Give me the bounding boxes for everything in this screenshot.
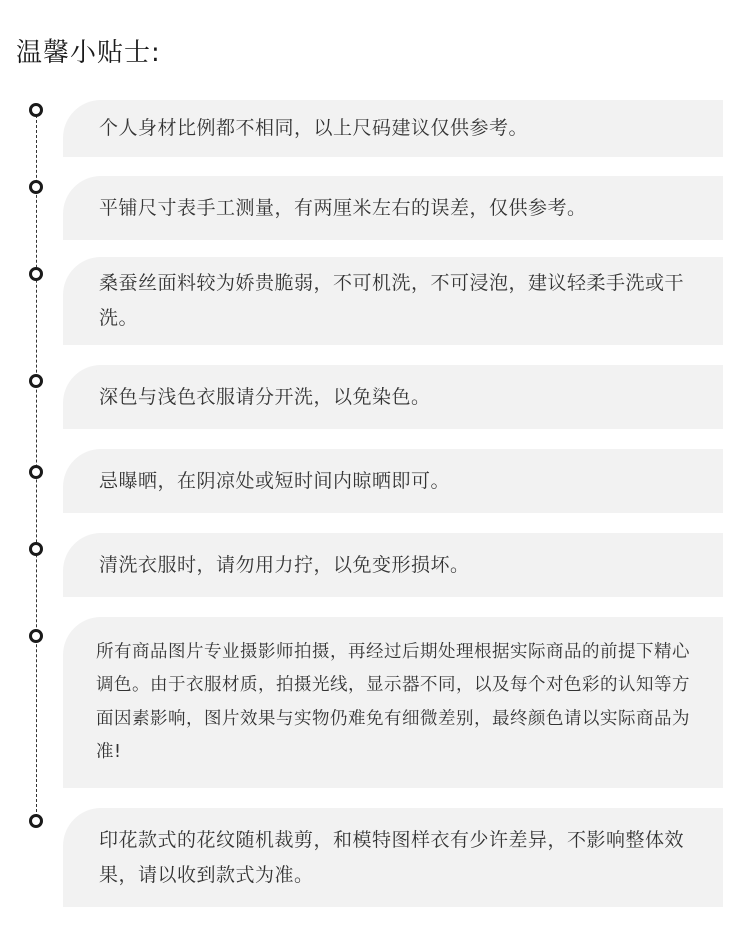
tip-bubble [63,449,723,513]
bullet-dot-icon [29,180,43,194]
tip-text: 所有商品图片专业摄影师拍摄，再经过后期处理根据实际商品的前提下精心调色。由于衣服材质，拍摄光线，显示器不同，以及每个对色彩的认知等方面因素影响，图片效果与实物仍难免有细微差别，最终颜色请以实际商品为准! [96,641,690,762]
tip-text: 平铺尺寸表手工测量，有两厘米左右的误差，仅供参考。 [99,196,587,219]
bullet-dot-icon [29,374,43,388]
bullet-dot-icon [29,465,43,479]
tip-text: 清洗衣服时，请勿用力拧，以免变形损坏。 [99,553,470,576]
bullet-dot-icon [29,542,43,556]
tip-text: 深色与浅色衣服请分开洗，以免染色。 [99,385,431,408]
tip-text: 忌曝晒，在阴凉处或短时间内晾晒即可。 [99,469,451,492]
tip-bubble [63,257,723,345]
tip-text: 印花款式的花纹随机裁剪，和模特图样衣有少许差异，不影响整体效果，请以收到款式为准。 [99,828,685,886]
tip-bubble [63,100,723,157]
page-title: 温馨小贴士: [16,38,161,68]
tip-bubble [63,533,723,597]
tip-bubble [63,617,723,788]
bullet-dot-icon [29,814,43,828]
tip-text: 个人身材比例都不相同，以上尺码建议仅供参考。 [99,117,529,139]
tip-text: 桑蚕丝面料较为娇贵脆弱，不可机洗，不可浸泡，建议轻柔手洗或干洗。 [99,272,685,329]
tip-bubble [63,176,723,240]
tip-bubble [63,808,723,907]
bullet-dot-icon [29,267,43,281]
tip-bubble [63,365,723,429]
bullet-dot-icon [29,629,43,643]
bullet-dot-icon [29,103,43,117]
